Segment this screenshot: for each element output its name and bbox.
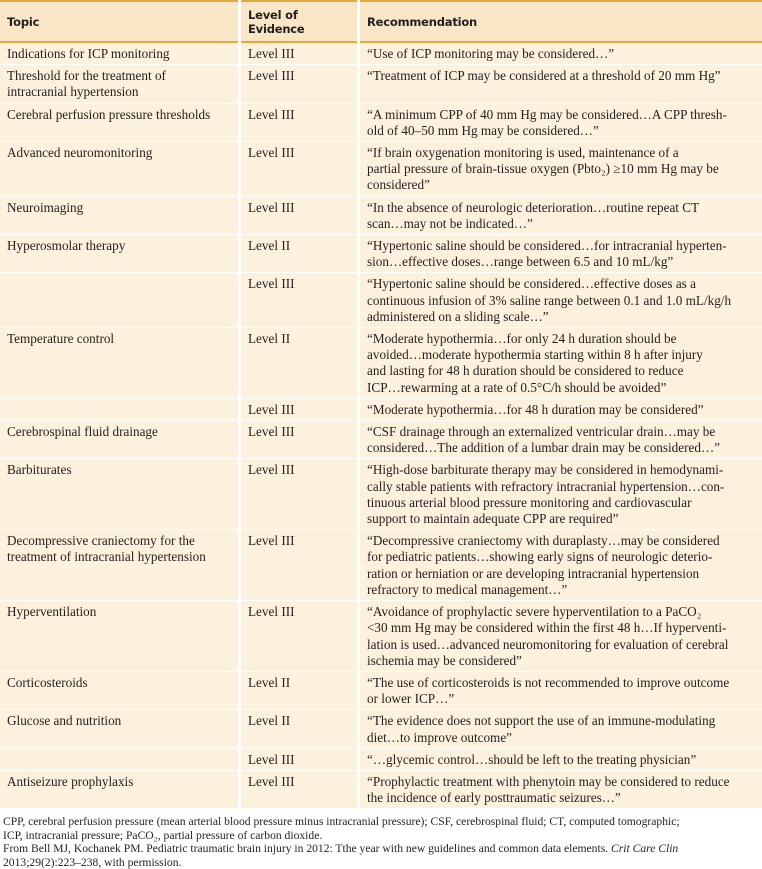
table-row xyxy=(0,748,762,770)
recommendation-text: considered…The addition of a lumbar drain may be considered…” xyxy=(367,440,755,456)
level-text: Level III xyxy=(248,604,295,619)
level-cell xyxy=(240,273,359,328)
recommendation-text: administered on a sliding scale…” xyxy=(367,309,755,325)
recommendation-text: ICP…rewarming at a rate of 0.5°C/h should be avoided” xyxy=(367,380,755,396)
recommendation-cell xyxy=(359,42,762,65)
topic-cell xyxy=(0,421,240,459)
topic-cell xyxy=(0,235,240,273)
table-row xyxy=(0,601,762,672)
abbreviations-line: CPP, cerebral perfusion pressure (mean arterial blood pressure minus intracranial pressure); CSF, cerebrospinal fluid; CT, computed tomographic; xyxy=(3,815,759,828)
recommendation-cell xyxy=(359,421,762,459)
table-row xyxy=(0,65,762,103)
recommendation-cell xyxy=(359,273,762,328)
level-text: Level II xyxy=(248,675,290,690)
recommendation-cell xyxy=(359,65,762,103)
recommendation-cell xyxy=(359,710,762,748)
header-topic: Topic xyxy=(0,1,240,42)
topic-cell xyxy=(0,459,240,530)
recommendation-text: ischemia may be considered” xyxy=(367,653,755,669)
recommendation-cell xyxy=(359,671,762,709)
recommendation-text: “High-dose barbiturate therapy may be considered in hemodynami- xyxy=(367,462,755,478)
level-cell xyxy=(240,328,359,399)
recommendation-text: “The evidence does not support the use of an immune-modulating xyxy=(367,713,755,729)
recommendation-text: “Prophylactic treatment with phenytoin may be considered to reduce xyxy=(367,774,755,790)
level-cell xyxy=(240,710,359,748)
topic-cell xyxy=(0,748,240,770)
table-row xyxy=(0,770,762,808)
topic-cell xyxy=(0,142,240,197)
recommendation-text: “If brain oxygenation monitoring is used, maintenance of a xyxy=(367,145,755,161)
level-text: Level III xyxy=(248,200,295,215)
level-cell xyxy=(240,459,359,530)
topic-cell xyxy=(0,530,240,601)
recommendation-text: or lower ICP…” xyxy=(367,691,755,707)
table-row xyxy=(0,235,762,273)
level-cell xyxy=(240,530,359,601)
level-text: Level II xyxy=(248,238,290,253)
topic-cell xyxy=(0,103,240,141)
recommendation-text: support to maintain adequate CPP are required” xyxy=(367,511,755,527)
recommendation-text: “Hypertonic saline should be considered…effective doses as a xyxy=(367,276,755,292)
recommendation-cell xyxy=(359,459,762,530)
topic-text: Hyperventilation xyxy=(7,604,231,620)
recommendation-text: “In the absence of neurologic deterioration…routine repeat CT xyxy=(367,200,755,216)
recommendation-text: partial pressure of brain-tissue oxygen (Pbto₂) ≥10 mm Hg may be xyxy=(367,161,755,177)
topic-text: Decompressive craniectomy for the xyxy=(7,533,231,549)
citation-details: 2013;29(2):223–238, with permission. xyxy=(3,856,181,869)
table-row xyxy=(0,421,762,459)
recommendation-cell xyxy=(359,601,762,672)
level-cell xyxy=(240,42,359,65)
recommendation-text: “Use of ICP monitoring may be considered…” xyxy=(367,46,755,62)
level-text: Level III xyxy=(248,276,295,291)
topic-text: Hyperosmolar therapy xyxy=(7,238,231,254)
topic-text: Cerebrospinal fluid drainage xyxy=(7,424,231,440)
level-text: Level III xyxy=(248,774,295,789)
table-row xyxy=(0,398,762,420)
recommendation-text: considered” xyxy=(367,177,755,193)
recommendation-text: “Treatment of ICP may be considered at a threshold of 20 mm Hg” xyxy=(367,68,755,84)
table-row xyxy=(0,328,762,399)
recommendation-text: and lasting for 48 h duration should be considered to reduce xyxy=(367,363,755,379)
recommendation-text: “A minimum CPP of 40 mm Hg may be considered…A CPP thresh- xyxy=(367,107,755,123)
recommendation-cell xyxy=(359,103,762,141)
level-cell xyxy=(240,421,359,459)
recommendation-text: “CSF drainage through an externalized ventricular drain…may be xyxy=(367,424,755,440)
topic-text: Corticosteroids xyxy=(7,675,231,691)
topic-cell xyxy=(0,196,240,234)
recommendation-text: lation is used…advanced neuromonitoring for evaluation of cerebral xyxy=(367,637,755,653)
citation-text: From Bell MJ, Kochanek PM. Pediatric traumatic brain injury in 2012: Tthe year with new guidelines and common data elements. xyxy=(3,842,611,855)
recommendation-text: “The use of corticosteroids is not recommended to improve outcome xyxy=(367,675,755,691)
recommendation-text: sion…effective doses…range between 6.5 and 10 mL/kg” xyxy=(367,254,755,270)
topic-cell xyxy=(0,770,240,808)
level-cell xyxy=(240,671,359,709)
recommendation-text: “Avoidance of prophylactic severe hyperventilation to a PaCO₂ xyxy=(367,604,755,620)
level-text: Level III xyxy=(248,424,295,439)
abbreviations-line: ICP, intracranial pressure; PaCO₂, partial pressure of carbon dioxide. xyxy=(3,829,759,842)
recommendation-cell xyxy=(359,748,762,770)
recommendation-text: refractory to medical management…” xyxy=(367,582,755,598)
table-row xyxy=(0,530,762,601)
recommendation-text: diet…to improve outcome” xyxy=(367,730,755,746)
recommendation-cell xyxy=(359,142,762,197)
level-text: Level III xyxy=(248,46,295,61)
recommendation-cell xyxy=(359,770,762,808)
topic-text: Neuroimaging xyxy=(7,200,231,216)
topic-cell xyxy=(0,42,240,65)
recommendation-text: “Moderate hypothermia…for only 24 h duration should be xyxy=(367,331,755,347)
level-cell xyxy=(240,235,359,273)
recommendation-cell xyxy=(359,196,762,234)
table-footnote xyxy=(0,809,762,869)
recommendation-text: “Hypertonic saline should be considered…for intracranial hyperten- xyxy=(367,238,755,254)
topic-cell xyxy=(0,65,240,103)
journal-name: Crit Care Clin xyxy=(611,842,678,855)
recommendation-text: “…glycemic control…should be left to the treating physician” xyxy=(367,752,755,768)
level-text: Level II xyxy=(248,713,290,728)
level-cell xyxy=(240,398,359,420)
header-level: Level of Evidence xyxy=(240,1,359,42)
level-text: Level II xyxy=(248,331,290,346)
recommendation-cell xyxy=(359,328,762,399)
level-cell xyxy=(240,748,359,770)
level-text: Level III xyxy=(248,402,295,417)
recommendation-cell xyxy=(359,235,762,273)
table-row xyxy=(0,710,762,748)
topic-text: Indications for ICP monitoring xyxy=(7,46,231,62)
topic-cell xyxy=(0,328,240,399)
topic-cell xyxy=(0,273,240,328)
recommendation-text: for pediatric patients…showing early signs of neurologic deterio- xyxy=(367,549,755,565)
level-text: Level III xyxy=(248,462,295,477)
topic-text: Barbiturates xyxy=(7,462,231,478)
table-row xyxy=(0,142,762,197)
recommendation-text: tinuous arterial blood pressure monitoring and cardiovascular xyxy=(367,495,755,511)
level-text: Level III xyxy=(248,68,295,83)
recommendation-cell xyxy=(359,530,762,601)
level-cell xyxy=(240,142,359,197)
topic-text: treatment of intracranial hypertension xyxy=(7,549,231,565)
recommendation-text: “Decompressive craniectomy with duraplasty…may be considered xyxy=(367,533,755,549)
topic-text: Cerebral perfusion pressure thresholds xyxy=(7,107,231,123)
level-text: Level III xyxy=(248,533,295,548)
level-cell xyxy=(240,196,359,234)
recommendation-text: avoided…moderate hypothermia starting within 8 h after injury xyxy=(367,347,755,363)
topic-text: Advanced neuromonitoring xyxy=(7,145,231,161)
topic-cell xyxy=(0,601,240,672)
level-text: Level III xyxy=(248,107,295,122)
topic-text: intracranial hypertension xyxy=(7,84,231,100)
topic-text: Glucose and nutrition xyxy=(7,713,231,729)
table-row xyxy=(0,273,762,328)
table-row xyxy=(0,196,762,234)
source-citation xyxy=(3,842,743,869)
topic-text: Antiseizure prophylaxis xyxy=(7,774,231,790)
topic-text: Threshold for the treatment of xyxy=(7,68,231,84)
topic-cell xyxy=(0,671,240,709)
recommendation-text: old of 40–50 mm Hg may be considered…” xyxy=(367,123,755,139)
recommendation-text: scan…may not be indicated…” xyxy=(367,216,755,232)
level-text: Level III xyxy=(248,145,295,160)
level-cell xyxy=(240,770,359,808)
level-cell xyxy=(240,601,359,672)
recommendation-text: ration or herniation or are developing intracranial hypertension xyxy=(367,566,755,582)
table-row xyxy=(0,459,762,530)
header-recommendation: Recommendation xyxy=(359,1,762,42)
topic-text: Temperature control xyxy=(7,331,231,347)
recommendation-text: <30 mm Hg may be considered within the first 48 h…If hyperventi- xyxy=(367,620,755,636)
level-cell xyxy=(240,65,359,103)
table-row xyxy=(0,42,762,65)
recommendation-text: “Moderate hypothermia…for 48 h duration may be considered” xyxy=(367,402,755,418)
recommendation-text: continuous infusion of 3% saline range between 0.1 and 1.0 mL/kg/h xyxy=(367,293,755,309)
level-cell xyxy=(240,103,359,141)
recommendation-cell xyxy=(359,398,762,420)
table-header-row xyxy=(0,1,762,42)
topic-cell xyxy=(0,398,240,420)
level-text: Level III xyxy=(248,752,295,767)
table-row xyxy=(0,103,762,141)
recommendation-text: cally stable patients with refractory intracranial hypertension…con- xyxy=(367,479,755,495)
table-row xyxy=(0,671,762,709)
recommendation-text: the incidence of early posttraumatic seizures…” xyxy=(367,790,755,806)
topic-cell xyxy=(0,710,240,748)
